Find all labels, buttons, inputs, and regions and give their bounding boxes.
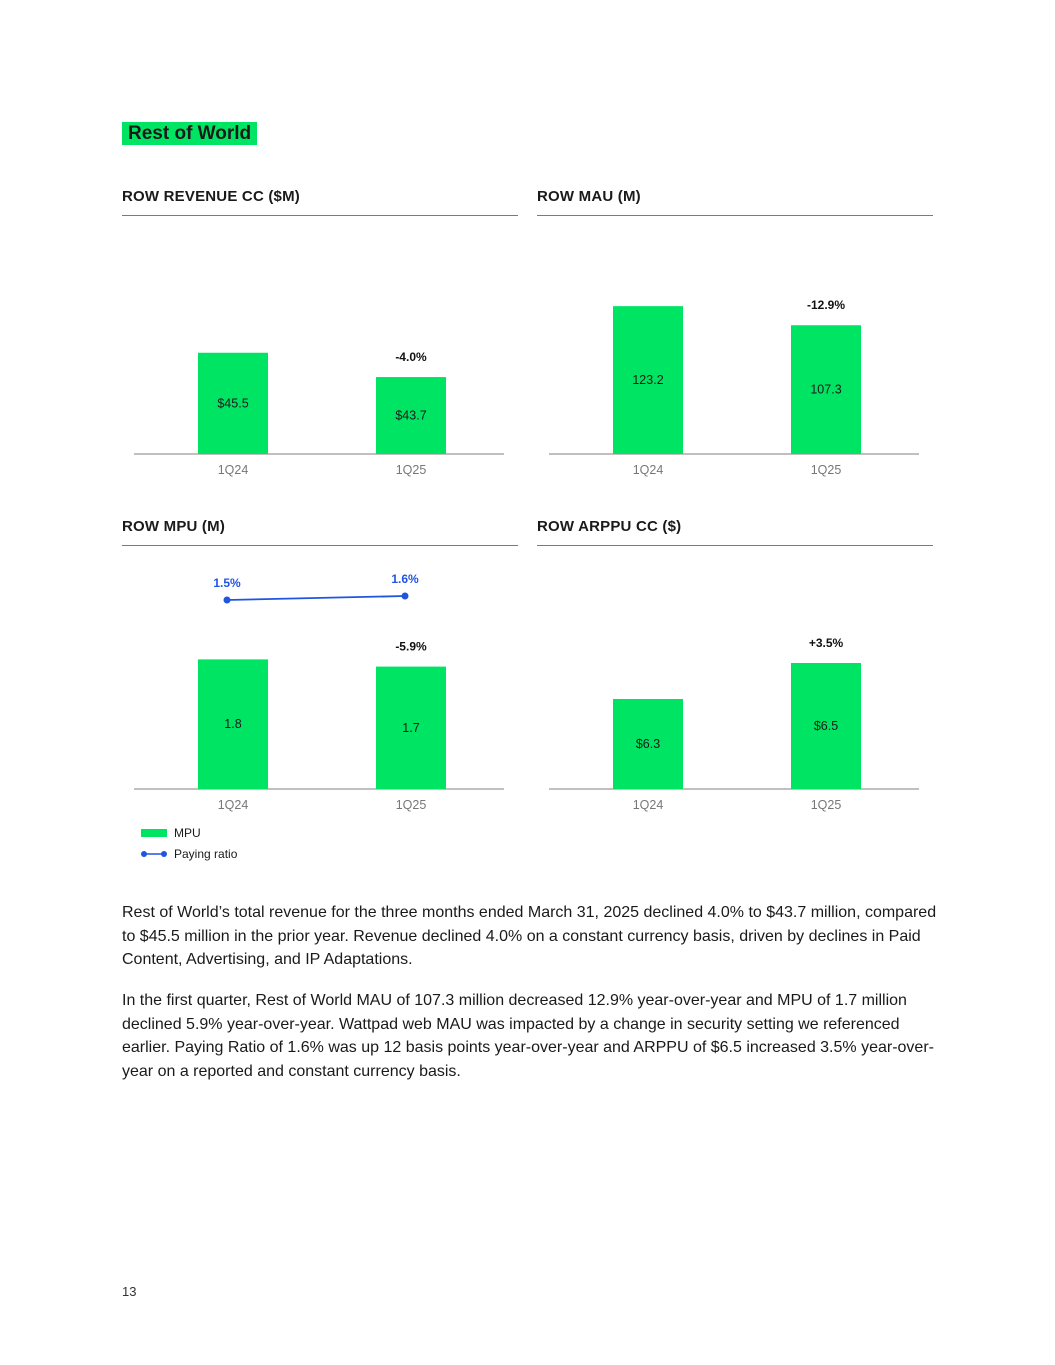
bar-value-label: $6.5 xyxy=(813,719,839,733)
chart-title-mpu: ROW MPU (M) xyxy=(122,518,226,535)
mpu-chart xyxy=(122,555,518,825)
bar-value-label: 107.3 xyxy=(810,382,842,397)
chart-title-revenue: ROW REVENUE CC ($M) xyxy=(122,188,300,205)
yoy-change-label: -4.0% xyxy=(395,350,427,365)
chart-title-mau: ROW MAU (M) xyxy=(537,188,641,205)
category-label: 1Q24 xyxy=(632,463,664,477)
page-number: 13 xyxy=(122,1284,137,1299)
category-label: 1Q24 xyxy=(217,463,249,477)
legend-label-paying-ratio: Paying ratio xyxy=(174,846,238,861)
legend-item-mpu xyxy=(141,822,237,843)
bar-value-label: $43.7 xyxy=(395,408,427,423)
category-label: 1Q25 xyxy=(395,463,427,477)
section-title: Rest of World xyxy=(122,122,257,145)
category-label: 1Q25 xyxy=(810,798,842,812)
legend-label-mpu: MPU xyxy=(174,825,201,840)
yoy-change-label: +3.5% xyxy=(808,636,844,650)
bar-value-label: 1.7 xyxy=(402,720,420,735)
mpu-chart-legend xyxy=(141,822,237,864)
paying-ratio-point xyxy=(402,593,409,600)
yoy-change-label: -5.9% xyxy=(395,639,427,654)
mau-chart xyxy=(537,220,933,490)
paying-ratio-label: 1.6% xyxy=(391,572,419,586)
bar-value-label: $45.5 xyxy=(217,396,249,411)
revenue-chart xyxy=(122,220,518,490)
bar-value-label: 123.2 xyxy=(632,373,664,388)
chart-rule-arppu xyxy=(537,545,933,546)
paragraph-revenue: Rest of World’s total revenue for the three months ended March 31, 2025 declined 4.0% to $43.7 million, compared to $45.5 million in the prior year. Revenue declined 4.0% on a constant currency basis, driven by declines in Paid Content, Advertising, and IP Adaptations. xyxy=(122,904,937,968)
yoy-change-label: -12.9% xyxy=(806,298,846,313)
chart-rule-revenue xyxy=(122,215,518,216)
bar-value-label: $6.3 xyxy=(635,737,661,751)
chart-title-arppu: ROW ARPPU CC ($) xyxy=(537,518,682,535)
legend-bar-swatch xyxy=(141,829,167,837)
legend-line-swatch xyxy=(141,849,167,859)
paying-ratio-label: 1.5% xyxy=(213,576,241,590)
paying-ratio-line xyxy=(227,596,405,600)
paragraph-users: In the first quarter, Rest of World MAU of 107.3 million decreased 12.9% year-over-year and MPU of 1.7 million declined 5.9% year-over-year. Wattpad web MAU was impacted by a change in security setting we referenced earlier. Paying Ratio of 1.6% was up 12 basis points year-over-year and ARPPU of $6.5 increased 3.5% year-over-year on a reported and constant currency basis. xyxy=(122,992,934,1080)
legend-item-paying-ratio xyxy=(141,843,237,864)
paying-ratio-point xyxy=(224,597,231,604)
category-label: 1Q25 xyxy=(810,463,842,477)
chart-rule-mpu xyxy=(122,545,518,546)
arppu-chart xyxy=(537,555,933,825)
category-label: 1Q25 xyxy=(395,798,427,812)
bar-value-label: 1.8 xyxy=(224,717,242,732)
category-label: 1Q24 xyxy=(632,798,664,812)
category-label: 1Q24 xyxy=(217,798,249,812)
chart-rule-mau xyxy=(537,215,933,216)
